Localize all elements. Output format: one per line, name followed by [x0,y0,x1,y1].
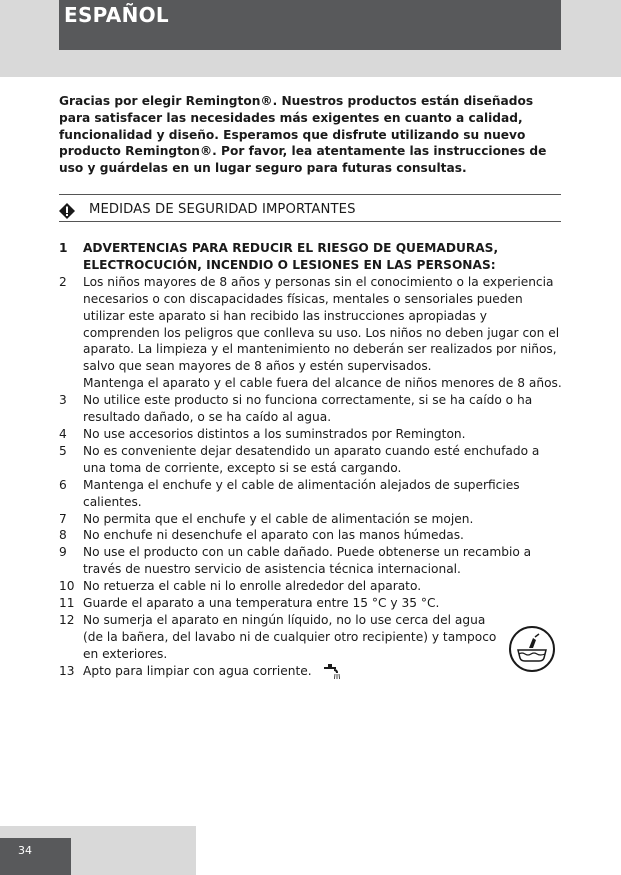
list-item: 8 No enchufe ni desenchufe el aparato con las manos húmedas. [59,528,464,543]
page-number-box [0,838,71,875]
list-item: 5 No es conveniente dejar desatendido un aparato cuando esté enchufado a una toma de corriente, excepto si se está cargando. [59,443,540,475]
list-item: 1 ADVERTENCIAS PARA REDUCIR EL RIESGO DE QUEMADURAS, ELECTROCUCIÓN, INCENDIO O LESIONES EN LAS PERSONAS: [59,241,499,272]
section-header [59,201,561,221]
list-item: 6 Mantenga el enchufe y el cable de alimentación alejados de superficies calientes. [59,477,520,509]
safety-list [59,240,564,680]
section-bottom-rule [59,221,561,222]
page-number: 34 [18,844,32,857]
list-item: 12 No sumerja el aparato en ningún líquido, no lo use cerca del agua (de la bañera, del lavabo ni de cualquier otro recipiente) y tampoco en exteriores. [59,612,497,661]
list-item: 10 No retuerza el cable ni lo enrolle alrededor del aparato. [59,579,422,594]
list-item: 7 No permita que el enchufe y el cable de alimentación se mojen. [59,511,474,526]
list-item: 13 Apto para limpiar con agua corriente. [59,663,564,680]
section-top-rule [59,194,561,195]
section-title: MEDIDAS DE SEGURIDAD IMPORTANTES [89,202,356,217]
list-item: 2 Los niños mayores de 8 años y personas sin el conocimiento o la experiencia necesarios o con discapacidades físicas, mentales o sensoriales pueden utilizar este aparato si han recibido las instrucciones apropiadas y comprenden los peligros que conlleva su uso. Los niños no deben jugar con el aparato. La limpieza y el mantenimiento no deberán ser realizados por niños, salvo que sean mayores de 8 años y estén supervisados. Mantenga el aparato y el cable fuera del alcance de niños menores de 8 años. [59,274,562,391]
running-water-tap-icon [322,664,344,680]
language-header [59,0,561,50]
list-item: 11 Guarde el aparato a una temperatura entre 15 °C y 35 °C. [59,596,440,611]
no-water-immersion-icon [509,626,555,672]
language-title: ESPAÑOL [64,3,169,27]
list-item: 9 No use el producto con un cable dañado. Puede obtenerse un recambio a través de nuestro servicio de asistencia técnica internacional. [59,545,532,577]
list-item: 3 No utilice este producto si no funciona correctamente, si se ha caído o ha resultado dañado, o se ha caído al agua. [59,393,533,425]
intro-paragraph: Gracias por elegir Remington®. Nuestros productos están diseñados para satisfacer las necesidades más exigentes en cuanto a calidad, funcionalidad y diseño. Esperamos que disfrute utilizando su nuevo producto Remington®. Por favor, lea atentamente las instrucciones de uso y guárdelas en un lugar seguro para futuras consultas. [59,94,547,176]
list-item: 4 No use accesorios distintos a los suminstrados por Remington. [59,426,466,441]
exclamation-diamond-icon [59,203,75,219]
